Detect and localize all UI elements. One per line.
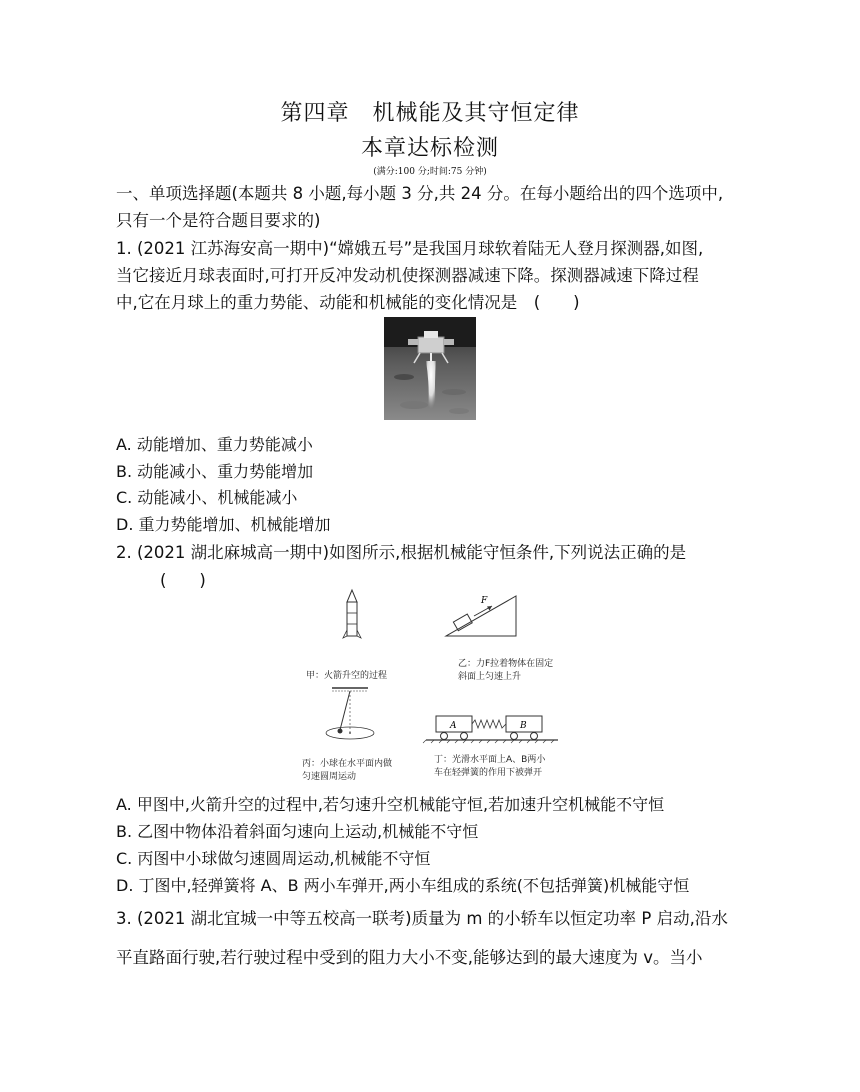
incline-diagram [446, 596, 516, 636]
section1-heading-line2: 只有一个是符合题目要求的) [116, 211, 321, 230]
pendulum-diagram [326, 688, 374, 739]
chapter-title: 第四章 机械能及其守恒定律 [280, 101, 580, 126]
exam-meta: (满分:100 分;时间:75 分钟) [373, 167, 487, 177]
q3-stem-line1: 3. (2021 湖北宜城一中等五校高一联考)质量为 m 的小轿车以恒定功率 P 启动,沿水 [116, 909, 728, 928]
carts-spring-diagram [423, 716, 558, 743]
q1-option-d: D. 重力势能增加、机械能增加 [116, 515, 331, 534]
q2-option-d: D. 丁图中,轻弹簧将 A、B 两小车弹开,两小车组成的系统(不包括弹簧)机械能守恒 [116, 876, 690, 895]
q1-stem-line1: 1. (2021 江苏海安高一期中)“嫦娥五号”是我国月球软着陆无人登月探测器,如图, [116, 239, 704, 258]
q2-stem-line1: 2. (2021 湖北麻城高一期中)如图所示,根据机械能守恒条件,下列说法正确的是 [116, 543, 687, 562]
q2-option-a: A. 甲图中,火箭升空的过程中,若匀速升空机械能守恒,若加速升空机械能不守恒 [116, 795, 665, 814]
caption-yi-2: 斜面上匀速上升 [458, 672, 522, 682]
caption-jia: 甲：火箭升空的过程 [306, 671, 388, 681]
q1-option-c: C. 动能减小、机械能减小 [116, 488, 298, 507]
force-label-f: F [481, 596, 488, 606]
q1-option-b: B. 动能减小、重力势能增加 [116, 462, 314, 481]
q2-option-c: C. 丙图中小球做匀速圆周运动,机械能不守恒 [116, 849, 431, 868]
section1-heading-line1: 一、单项选择题(本题共 8 小题,每小题 3 分,共 24 分。在每小题给出的四个选项中, [116, 184, 724, 203]
q2-option-b: B. 乙图中物体沿着斜面匀速向上运动,机械能不守恒 [116, 822, 479, 841]
cart-b-label: B [520, 721, 527, 731]
lunar-probe-photo [384, 317, 476, 420]
caption-bing-1: 丙：小球在水平面内做 [302, 759, 393, 769]
section-title: 本章达标检测 [360, 136, 499, 161]
cart-a-label: A [450, 721, 457, 731]
caption-bing-2: 匀速圆周运动 [302, 772, 357, 782]
mechanics-figure [296, 588, 566, 788]
q2-answer-bracket: ( ) [160, 571, 206, 590]
caption-ding-2: 车在轻弹簧的作用下被弹开 [434, 768, 543, 778]
q3-stem-line2: 平直路面行驶,若行驶过程中受到的阻力大小不变,能够达到的最大速度为 v。当小 [116, 948, 703, 967]
rocket-diagram [343, 590, 361, 638]
q1-stem-line3: 中,它在月球上的重力势能、动能和机械能的变化情况是 ( ) [116, 293, 580, 312]
caption-yi-1: 乙：力F拉着物体在固定 [458, 659, 554, 669]
q1-stem-line2: 当它接近月球表面时,可打开反冲发动机使探测器减速下降。探测器减速下降过程 [116, 266, 699, 285]
q1-option-a: A. 动能增加、重力势能减小 [116, 435, 313, 454]
caption-ding-1: 丁：光滑水平面上A、B两小 [434, 755, 546, 765]
